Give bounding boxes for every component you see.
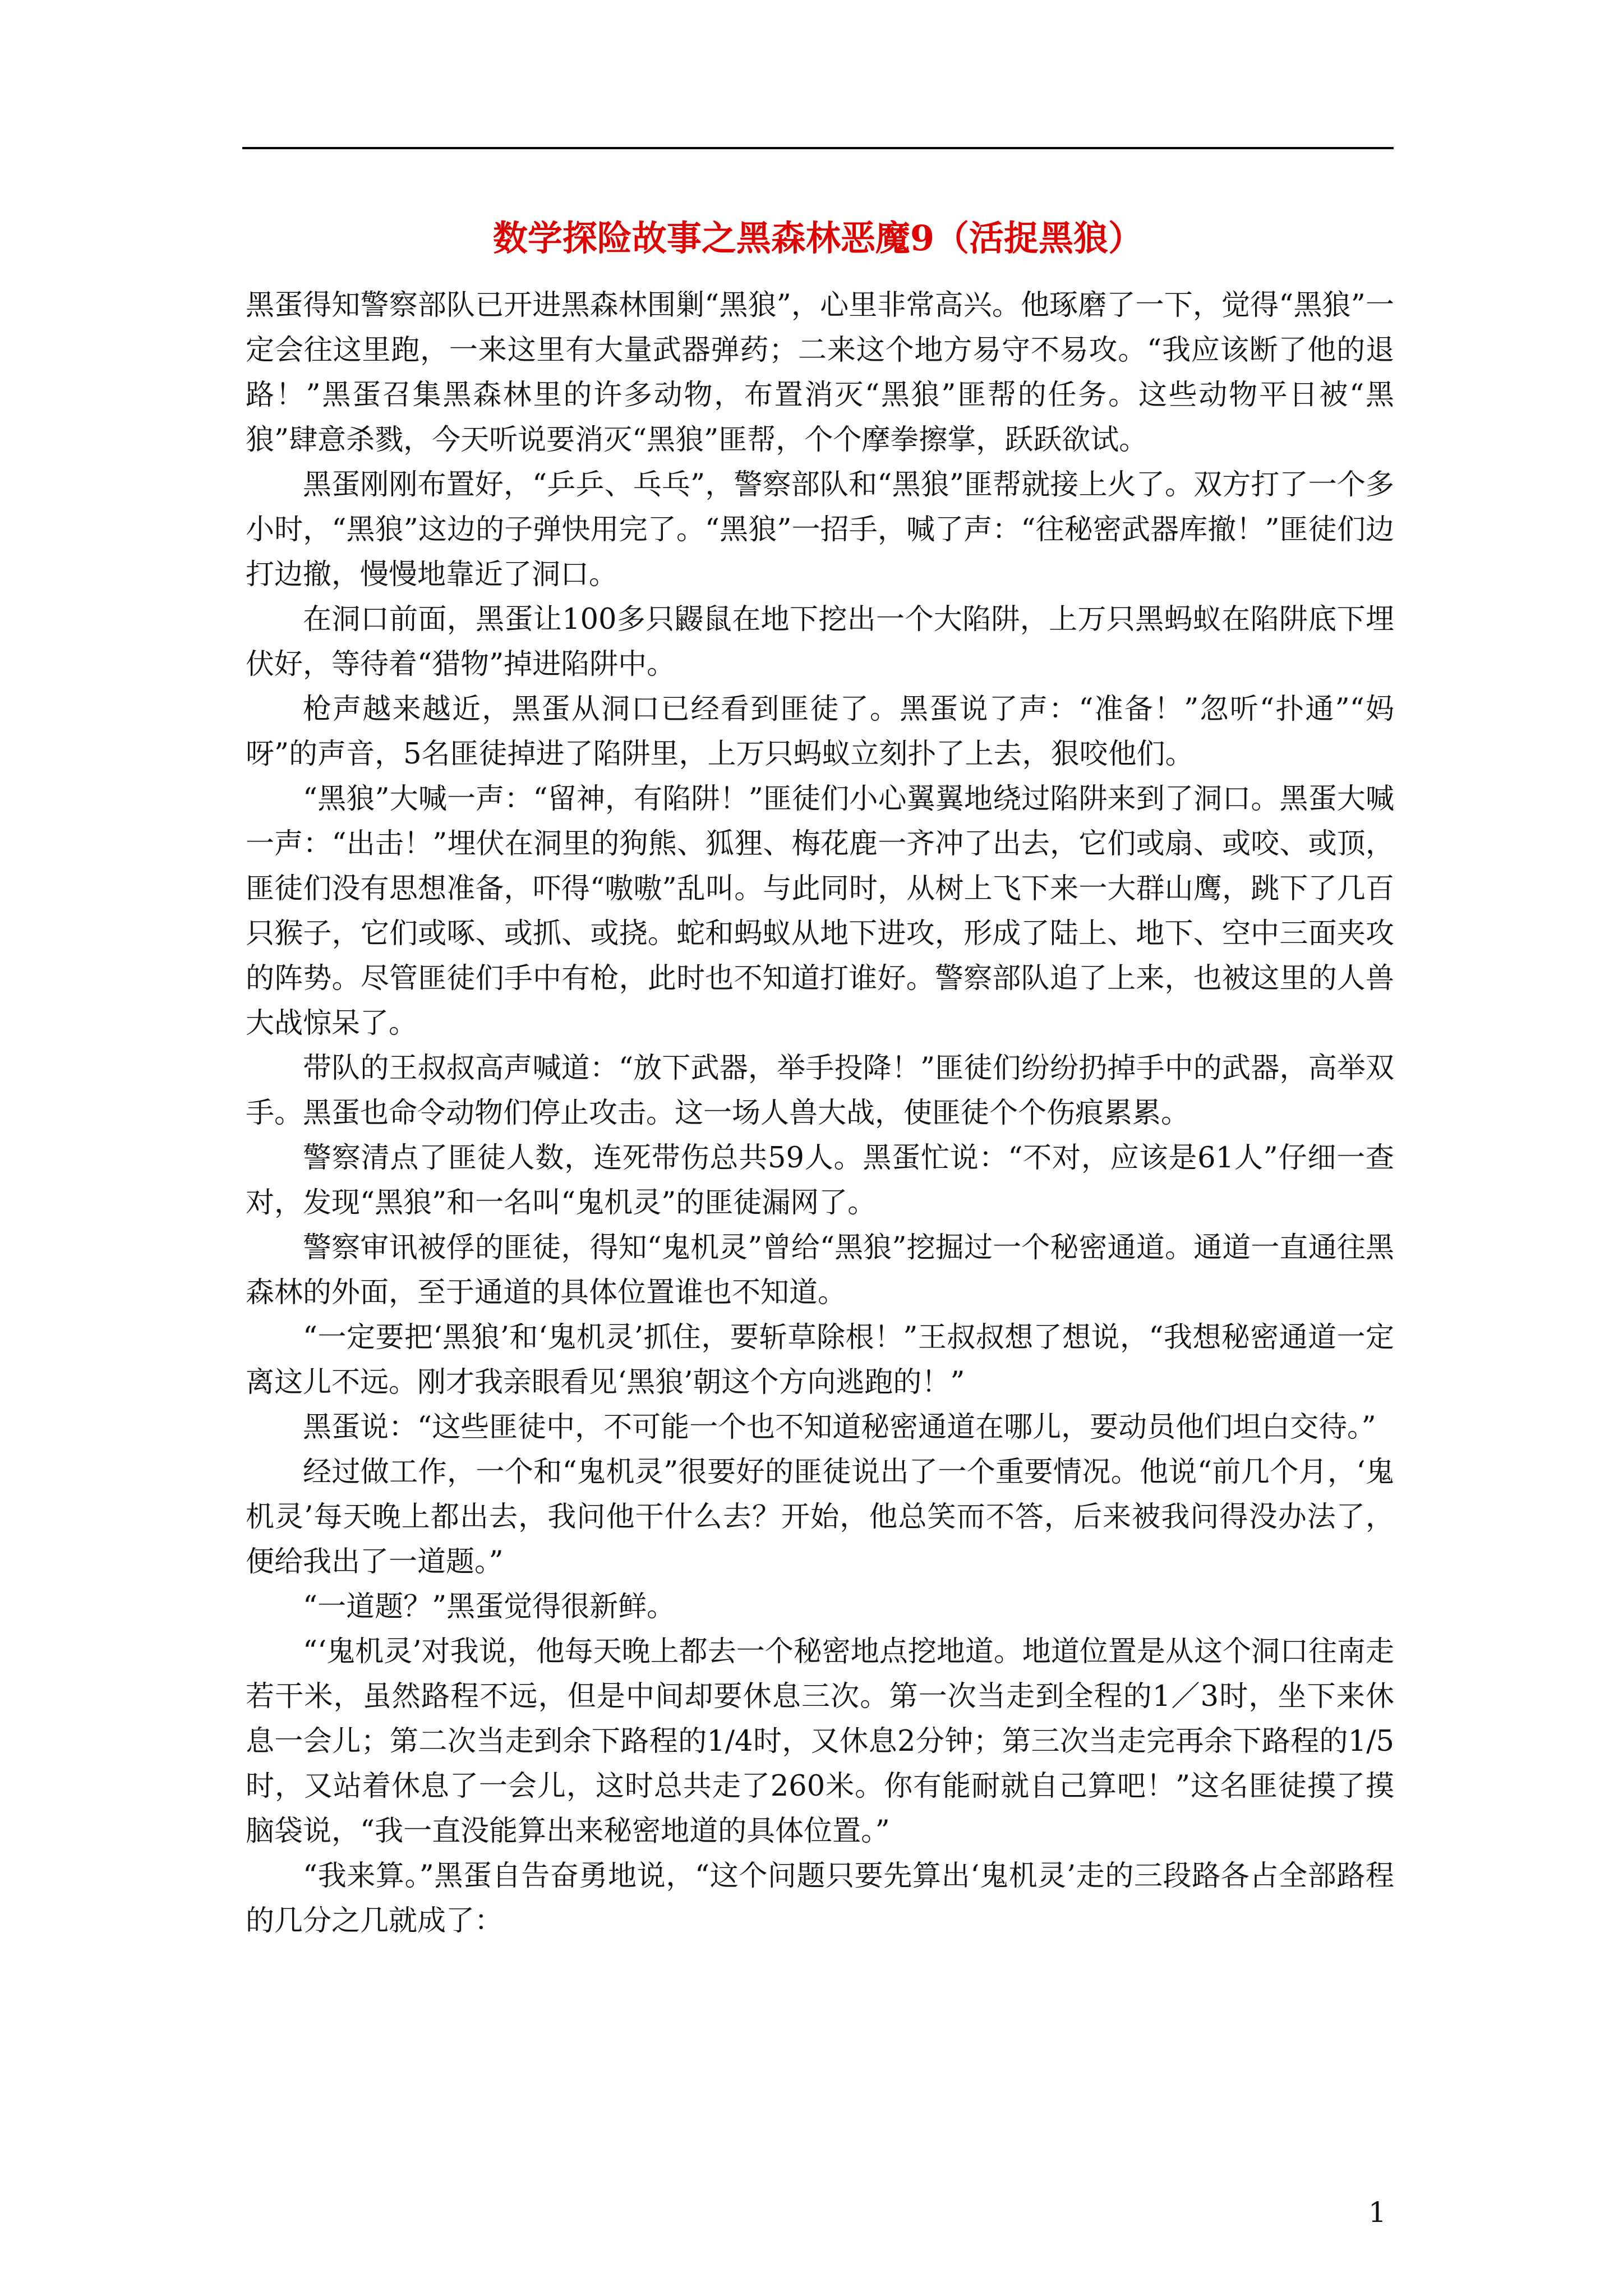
paragraph-6: 带队的王叔叔高声喊道：“放下武器，举手投降！”匪徒们纷纷扔掉手中的武器，高举双手。黑蛋也命令动物们停止攻击。这一场人兽大战，使匪徒个个伤痕累累。	[246, 1052, 1394, 1130]
document-body	[246, 283, 1394, 1944]
paragraph-13: “‘鬼机灵’对我说，他每天晚上都去一个秘密地点挖地道。地道位置是从这个洞口往南走若干米，虽然路程不远，但是中间却要休息三次。第一次当走到全程的1／3时，坐下来休息一会儿；第二次当走到余下路程的1/4时，又休息2分钟；第三次当走完再余下路程的1/5时，又站着休息了一会儿，这时总共走了260米。你有能耐就自己算吧！”这名匪徒摸了摸脑袋说，“我一直没能算出来秘密地道的具体位置。”	[246, 1635, 1394, 1848]
paragraph-3: 在洞口前面，黑蛋让100多只鼹鼠在地下挖出一个大陷阱，上万只黑蚂蚁在陷阱底下埋伏好，等待着“猎物”掉进陷阱中。	[246, 603, 1394, 681]
paragraph-1: 黑蛋得知警察部队已开进黑森林围剿“黑狼”，心里非常高兴。他琢磨了一下，觉得“黑狼”一定会往这里跑，一来这里有大量武器弹药；二来这个地方易守不易攻。“我应该断了他的退路！”黑蛋召集黑森林里的许多动物，布置消灭“黑狼”匪帮的任务。这些动物平日被“黑狼”肆意杀戮，今天听说要消灭“黑狼”匪帮，个个摩拳擦掌，跃跃欲试。	[246, 289, 1394, 457]
paragraph-12: “一道题？”黑蛋觉得很新鲜。	[303, 1590, 676, 1623]
paragraph-14: “我来算。”黑蛋自告奋勇地说，“这个问题只要先算出‘鬼机灵’走的三段路各占全部路程的几分之几就成了：	[246, 1860, 1394, 1938]
page-number: 1	[1368, 2196, 1386, 2229]
paragraph-9: “一定要把‘黑狼’和‘鬼机灵’抓住，要斩草除根！”王叔叔想了想说，“我想秘密通道一定离这儿不远。刚才我亲眼看见‘黑狼’朝这个方向逃跑的！”	[246, 1321, 1394, 1399]
paragraph-11: 经过做工作，一个和“鬼机灵”很要好的匪徒说出了一个重要情况。他说“前几个月，‘鬼机灵’每天晚上都出去，我问他干什么去？开始，他总笑而不答，后来被我问得没办法了，便给我出了一道题。”	[246, 1456, 1394, 1579]
document-title: 数学探险故事之黑森林恶魔9（活捉黑狼）	[492, 218, 1144, 259]
header-rule	[242, 147, 1394, 149]
paragraph-5: “黑狼”大喊一声：“留神，有陷阱！”匪徒们小心翼翼地绕过陷阱来到了洞口。黑蛋大喊一声：“出击！”埋伏在洞里的狗熊、狐狸、梅花鹿一齐冲了出去，它们或扇、或咬、或顶，匪徒们没有思想准备，吓得“嗷嗷”乱叫。与此同时，从树上飞下来一大群山鹰，跳下了几百只猴子，它们或啄、或抓、或挠。蛇和蚂蚁从地下进攻，形成了陆上、地下、空中三面夹攻的阵势。尽管匪徒们手中有枪，此时也不知道打谁好。警察部队追了上来，也被这里的人兽大战惊呆了。	[246, 783, 1394, 1040]
paragraph-10: 黑蛋说：“这些匪徒中，不可能一个也不知道秘密通道在哪儿，要动员他们坦白交待。”	[303, 1411, 1376, 1444]
paragraph-4: 枪声越来越近，黑蛋从洞口已经看到匪徒了。黑蛋说了声：“准备！”忽听“扑通”“妈呀”的声音，5名匪徒掉进了陷阱里，上万只蚂蚁立刻扑了上去，狠咬他们。	[246, 693, 1394, 771]
paragraph-8: 警察审讯被俘的匪徒，得知“鬼机灵”曾给“黑狼”挖掘过一个秘密通道。通道一直通往黑森林的外面，至于通道的具体位置谁也不知道。	[246, 1231, 1394, 1309]
paragraph-7: 警察清点了匪徒人数，连死带伤总共59人。黑蛋忙说：“不对，应该是61人”仔细一查对，发现“黑狼”和一名叫“鬼机灵”的匪徒漏网了。	[246, 1142, 1394, 1220]
paragraph-2: 黑蛋刚刚布置好，“乒乒、乓乓”，警察部队和“黑狼”匪帮就接上火了。双方打了一个多小时，“黑狼”这边的子弹快用完了。“黑狼”一招手，喊了声：“往秘密武器库撤！”匪徒们边打边撤，慢慢地靠近了洞口。	[246, 468, 1394, 591]
